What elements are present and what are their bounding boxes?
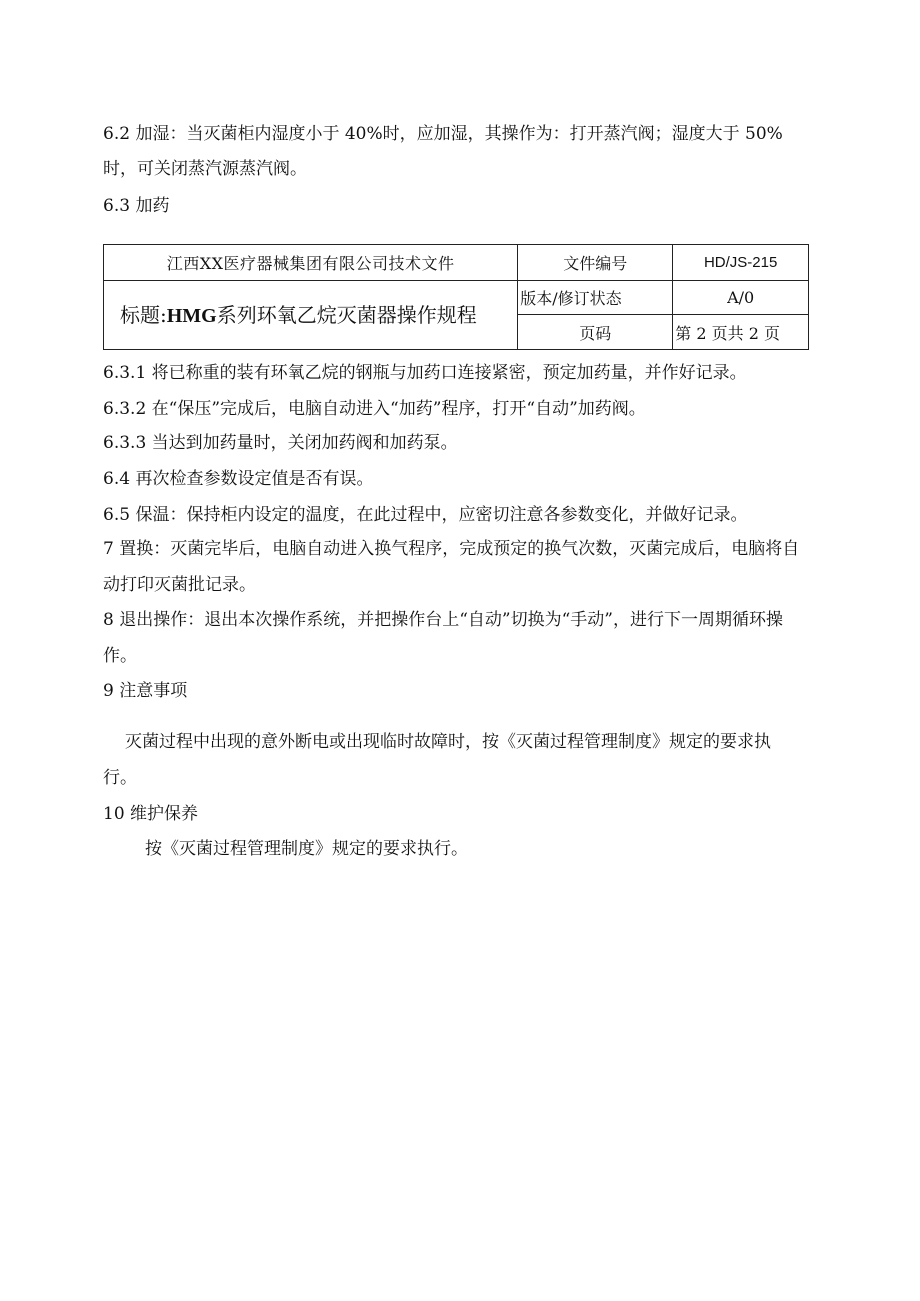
company-name-cell: 江西XX医疗器械集团有限公司技术文件 <box>104 245 518 281</box>
doc-number-label: 文件编号 <box>518 245 673 281</box>
section-6-3-2: 6.3.2 在“保压”完成后，电脑自动进入“加药”程序，打开“自动”加药阀。 <box>103 399 646 419</box>
page-value: 第 2 页共 2 页 <box>673 315 809 350</box>
doc-number-value: HD/JS-215 <box>673 245 809 281</box>
section-9-body: 灭菌过程中出现的意外断电或出现临时故障时，按《灭菌过程管理制度》规定的要求执行。 <box>103 732 771 788</box>
section-6-3-3: 6.3.3 当达到加药量时，关闭加药阀和加药泵。 <box>103 433 458 453</box>
section-10-body: 按《灭菌过程管理制度》规定的要求执行。 <box>145 839 468 859</box>
section-9-heading: 9 注意事项 <box>103 681 188 701</box>
section-6-5: 6.5 保温：保持柜内设定的温度，在此过程中，应密切注意各参数变化，并做好记录。 <box>103 505 748 525</box>
table-row <box>104 281 809 315</box>
document-title-cell <box>104 281 518 350</box>
section-7-replacement: 7 置换：灭菌完毕后，电脑自动进入换气程序，完成预定的换气次数，灭菌完成后，电脑将自动打印灭菌批记录。 <box>103 539 800 595</box>
section-6-3-heading: 6.3 加药 <box>103 196 170 216</box>
title-model: HMG <box>166 304 217 327</box>
document-header-table <box>103 244 809 350</box>
table-row <box>104 245 809 281</box>
section-6-4: 6.4 再次检查参数设定值是否有误。 <box>103 469 374 489</box>
page-label: 页码 <box>518 315 673 350</box>
title-prefix: 标题: <box>120 302 167 327</box>
version-label: 版本/修订状态 <box>518 281 673 315</box>
section-6-3-1: 6.3.1 将已称重的装有环氧乙烷的钢瓶与加药口连接紧密，预定加药量，并作好记录。 <box>103 363 747 383</box>
section-6-2-humidify: 6.2 加湿：当灭菌柜内湿度小于 40%时，应加湿，其操作为：打开蒸汽阀；湿度大于 50%时，可关闭蒸汽源蒸汽阀。 <box>103 124 783 179</box>
title-text: 系列环氧乙烷灭菌器操作规程 <box>216 302 477 327</box>
version-value: A/0 <box>673 281 809 315</box>
section-8-exit-operation: 8 退出操作：退出本次操作系统，并把操作台上“自动”切换为“手动”，进行下一周期循环操作。 <box>103 610 783 666</box>
section-10-heading: 10 维护保养 <box>103 804 199 824</box>
